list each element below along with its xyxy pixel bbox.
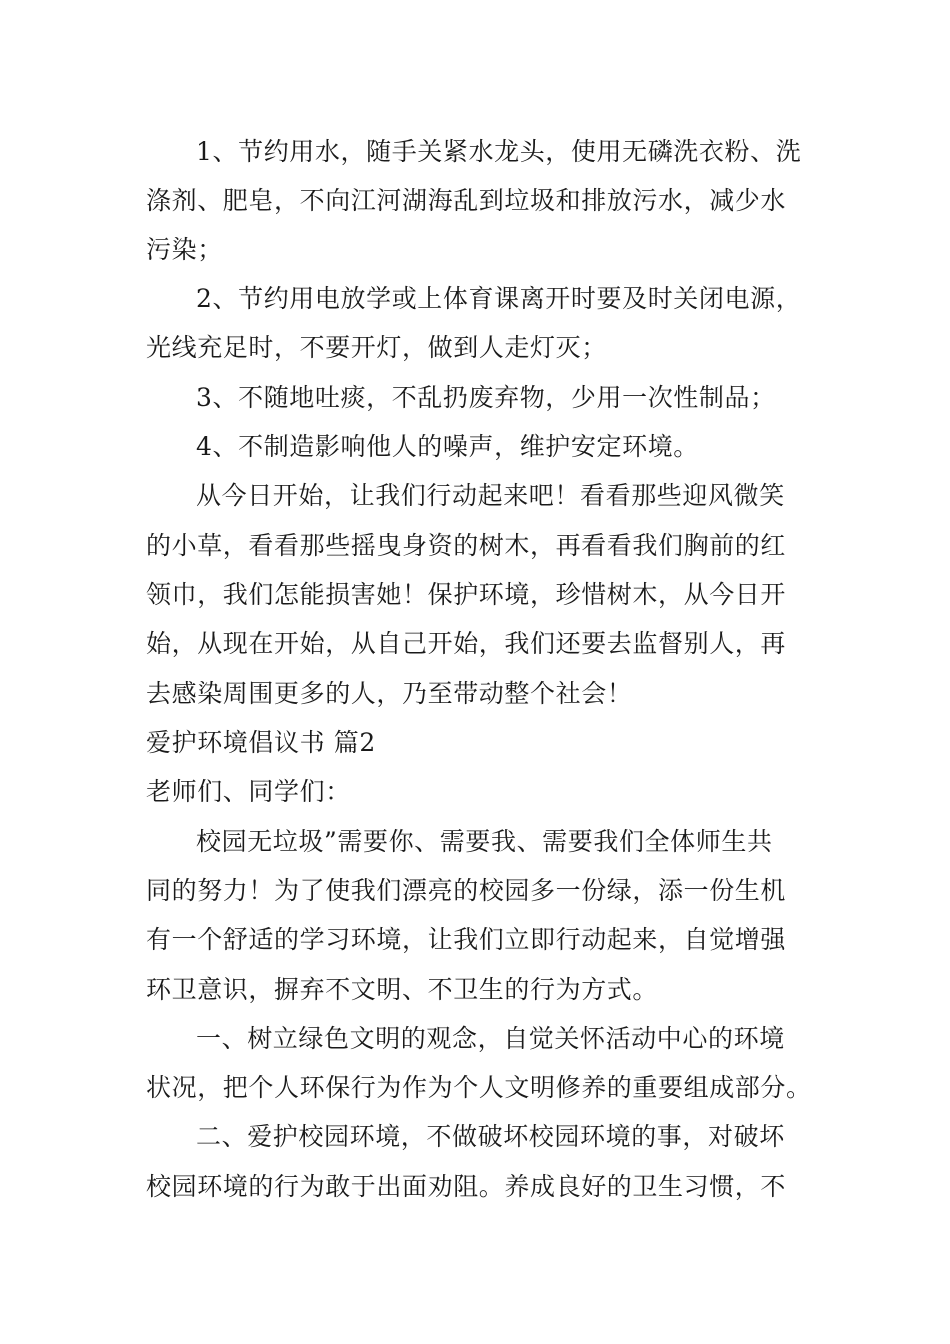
paragraph-item-2-line-1: 2、节约用电放学或上体育课离开时要及时关闭电源， — [196, 284, 802, 313]
paragraph-two-line-2: 校园环境的行为敢于出面劝阻。养成良好的卫生习惯，不 — [146, 1172, 787, 1201]
paragraph-item-1-line-3: 污染； — [146, 235, 223, 264]
paragraph-call-line-2: 的小草，看看那些摇曳身资的树木，再看看我们胸前的红 — [146, 531, 787, 560]
paragraph-call-line-3: 领巾，我们怎能损害她！保护环境，珍惜树木，从今日开 — [146, 580, 787, 609]
paragraph-intro-line-3: 有一个舒适的学习环境，让我们立即行动起来，自觉增强 — [146, 925, 787, 954]
paragraph-call-line-1: 从今日开始，让我们行动起来吧！看看那些迎风微笑 — [196, 481, 785, 510]
salutation: 老师们、同学们： — [146, 777, 351, 806]
paragraph-item-1-line-1: 1、节约用水，随手关紧水龙头，使用无磷洗衣粉、洗 — [196, 137, 802, 166]
section-title: 爱护环境倡议书 篇2 — [146, 728, 376, 757]
paragraph-item-3: 3、不随地吐痰，不乱扔废弃物，少用一次性制品； — [196, 383, 776, 412]
paragraph-intro-line-4: 环卫意识，摒弃不文明、不卫生的行为方式。 — [146, 975, 659, 1004]
paragraph-item-2-line-2: 光线充足时，不要开灯，做到人走灯灭； — [146, 333, 607, 362]
paragraph-item-1-line-2: 涤剂、肥皂，不向江河湖海乱到垃圾和排放污水，减少水 — [146, 186, 787, 215]
paragraph-two-line-1: 二、爱护校园环境，不做破坏校园环境的事，对破坏 — [196, 1122, 785, 1151]
paragraph-call-line-5: 去感染周围更多的人，乃至带动整个社会！ — [146, 679, 633, 708]
paragraph-one-line-2: 状况，把个人环保行为作为个人文明修养的重要组成部分。 — [146, 1073, 812, 1102]
paragraph-item-4: 4、不制造影响他人的噪声，维护安定环境。 — [196, 432, 699, 461]
paragraph-intro-line-1: 校园无垃圾”需要你、需要我、需要我们全体师生共 — [196, 827, 773, 856]
paragraph-call-line-4: 始，从现在开始，从自己开始，我们还要去监督别人，再 — [146, 629, 787, 658]
paragraph-intro-line-2: 同的努力！为了使我们漂亮的校园多一份绿，添一份生机 — [146, 876, 787, 905]
paragraph-one-line-1: 一、树立绿色文明的观念，自觉关怀活动中心的环境 — [196, 1024, 785, 1053]
